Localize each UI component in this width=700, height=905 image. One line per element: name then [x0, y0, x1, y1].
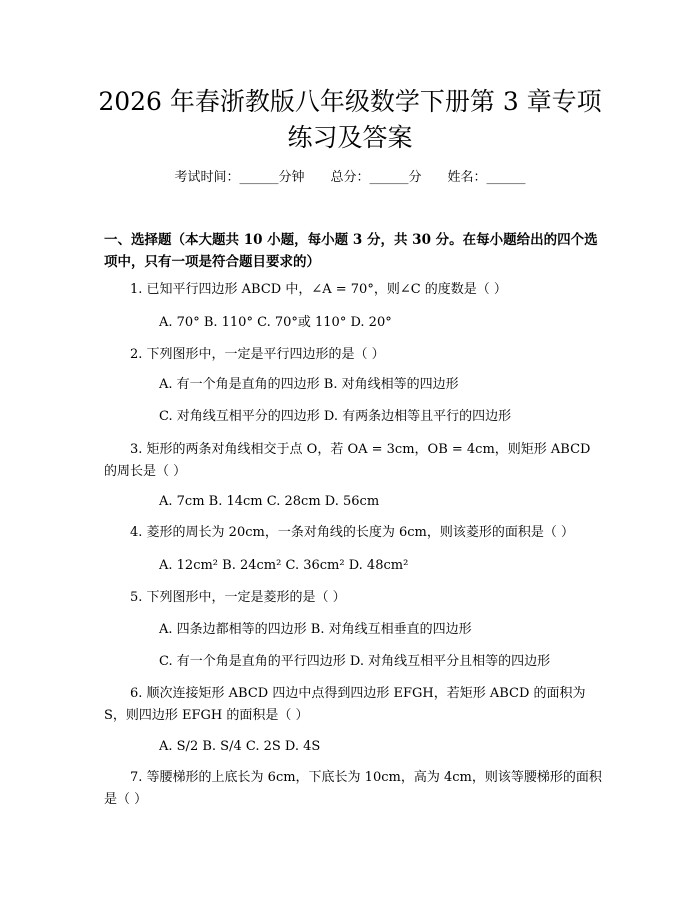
question-5-options-line2: C. 有一个角是直角的平行四边形 D. 对角线互相平分且相等的四边形	[159, 654, 551, 669]
question-2: 2. 下列图形中，一定是平行四边形的是（ ）	[130, 347, 385, 362]
exam-score: 总分：______分	[330, 170, 422, 185]
question-5-options-line1: A. 四条边都相等的四边形 B. 对角线互相垂直的四边形	[159, 622, 472, 637]
section-heading	[104, 229, 604, 273]
exam-meta	[0, 168, 700, 188]
question-2-options-line2: C. 对角线互相平分的四边形 D. 有两条边相等且平行的四边形	[159, 409, 512, 424]
question-1: 1. 已知平行四边形 ABCD 中，∠A = 70°，则∠C 的度数是（ ）	[130, 282, 507, 297]
question-6: 6. 顺次连接矩形 ABCD 四边中点得到四边形 EFGH，若矩形 ABCD 的面积为 S，则四边形 EFGH 的面积是（ ）	[104, 686, 586, 723]
exam-time: 考试时间：______分钟	[174, 170, 305, 185]
page-title-line2: 练习及答案	[287, 123, 413, 152]
question-7: 7. 等腰梯形的上底长为 6cm，下底长为 10cm，高为 4cm，则该等腰梯形的面积是（ ）	[104, 770, 602, 807]
question-4-options: A. 12cm² B. 24cm² C. 36cm² D. 48cm²	[159, 558, 409, 573]
student-name: 姓名：______	[447, 170, 526, 185]
question-4: 4. 菱形的周长为 20cm，一条对角线的长度为 6cm，则该菱形的面积是（ ）	[130, 525, 574, 540]
page-title-line1: 2026 年春浙教版八年级数学下册第 3 章专项	[98, 87, 602, 116]
section-heading-line1: 一、选择题（本大题共 10 小题，每小题 3 分，共 30 分。在每小题给出的四个选	[104, 232, 598, 248]
question-1-options: A. 70° B. 110° C. 70°或 110° D. 20°	[159, 315, 392, 330]
question-6-options: A. S/2 B. S/4 C. 2S D. 4S	[159, 739, 321, 754]
question-3: 3. 矩形的两条对角线相交于点 O，若 OA = 3cm，OB = 4cm，则矩形 ABCD 的周长是（ ）	[104, 442, 591, 479]
question-2-options-line1: A. 有一个角是直角的四边形 B. 对角线相等的四边形	[159, 377, 459, 392]
section-heading-line2: 项中，只有一项是符合题目要求的）	[104, 254, 320, 270]
question-5: 5. 下列图形中，一定是菱形的是（ ）	[130, 590, 346, 605]
question-3-options: A. 7cm B. 14cm C. 28cm D. 56cm	[159, 494, 380, 509]
